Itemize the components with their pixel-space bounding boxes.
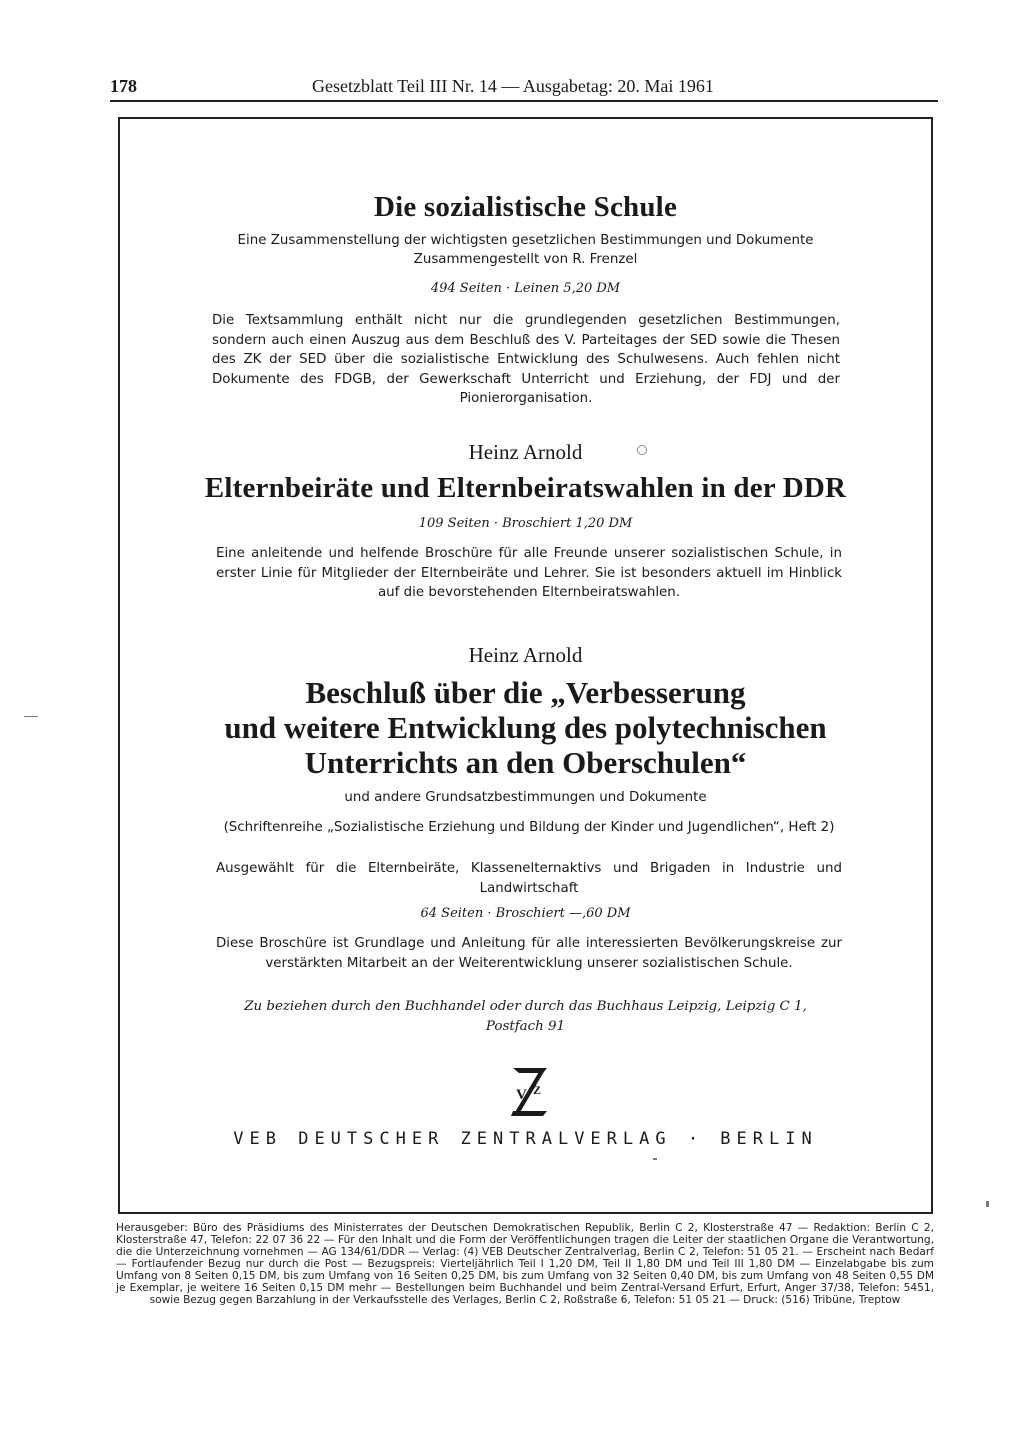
publisher-name: VEB DEUTSCHER ZENTRALVERLAG · BERLIN xyxy=(233,1129,818,1149)
book3-selection: Ausgewählt für die Elternbeiräte, Klassenelternaktivs und Brigaden in Industrie und Landwirtschaft xyxy=(216,861,842,896)
book2-price: 109 Seiten · Broschiert 1,20 DM xyxy=(418,516,633,531)
book2-author: Heinz Arnold xyxy=(468,440,583,464)
imprint-text: Herausgeber: Büro des Präsidiums des Ministerrates der Deutschen Demokratischen Republik, Berlin C 2, Klosterstraße 47 — Redaktion: Berlin C 2, Klosterstraße 47, Telefon: 22 07 36 22 — Für den Inhalt und die Form der Veröffentlichungen tragen die Leiter der staatlichen Organe die Verantwortung, die die Unterzeichnung vornehmen — AG 134/61/DDR — Verlag: (4) VEB Deutscher Zentralverlag, Berlin C 2, Telefon: 51 05 21. — Erscheint nach Bedarf — Fortlaufender Bezug nur durch die Post — Bezugspreis: Vierteljährlich Teil I 1,20 DM, Teil II 1,80 DM und Teil III 1,80 DM — Einzelabgabe bis zum Umfang von 8 Seiten 0,15 DM, bis zum Umfang von 16 Seiten 0,25 DM, bis zum Umfang von 32 Seiten 0,40 DM, bis zum Umfang von 48 Seiten 0,55 DM je Exemplar, je weitere 16 Seiten 0,15 DM mehr — Bestellungen beim Buchhandel und beim Zentral-Versand Erfurt, Erfurt, Anger 37/38, Telefon: 5451, sowie Bezug gegen Barzahlung in der Verkaufsstelle des Verlages, Berlin C 2, Roßstraße 6, Telefon: 51 05 21 — Druck: (516) Tribüne, Treptow xyxy=(116,1222,934,1306)
order-note-line2: Postfach 91 xyxy=(485,1019,566,1034)
svg-text:Z: Z xyxy=(533,1083,542,1097)
book3-price: 64 Seiten · Broschiert —,60 DM xyxy=(420,906,631,921)
svg-text:V: V xyxy=(516,1087,527,1103)
book3-title-line2: und weitere Entwicklung des polytechnischen xyxy=(224,710,827,745)
book1-title: Die sozialistische Schule xyxy=(373,191,678,223)
book2-description: Eine anleitende und helfende Broschüre für alle Freunde unserer sozialistischen Schule, in erster Linie für Mitglieder der Elternbeiräte und Lehrer. Sie ist besonders aktuell im Hinblick auf die bevorstehenden Elternbeiratswahlen. xyxy=(216,546,842,600)
book3-title-line3: Unterrichts an den Oberschulen“ xyxy=(304,745,747,780)
scan-speck xyxy=(24,716,38,717)
book3-series: (Schriftenreihe „Sozialistische Erziehung und Bildung der Kinder und Jugendlichen“, Heft 2) xyxy=(223,820,835,835)
book3-subtitle: und andere Grundsatzbestimmungen und Dokumente xyxy=(344,790,707,805)
book3-title-line1: Beschluß über die „Verbesserung xyxy=(305,675,746,710)
book1-price: 494 Seiten · Leinen 5,20 DM xyxy=(430,281,621,296)
order-note-line1: Zu beziehen durch den Buchhandel oder durch das Buchhaus Leipzig, Leipzig C 1, xyxy=(244,999,807,1014)
page-number: 178 xyxy=(110,76,137,96)
book3-description: Diese Broschüre ist Grundlage und Anleitung für alle interessierten Bevölkerungskreise zur verstärkten Mitarbeit an der Weiterentwicklung unserer sozialistischen Schule. xyxy=(216,936,842,971)
book2-title: Elternbeiräte und Elternbeiratswahlen in der DDR xyxy=(204,472,847,504)
book3-author: Heinz Arnold xyxy=(468,643,583,667)
scan-speck xyxy=(653,1158,657,1160)
imprint xyxy=(116,1222,934,1306)
header-title: Gesetzblatt Teil III Nr. 14 — Ausgabetag: 20. Mai 1961 xyxy=(312,76,714,96)
book1-subtitle-line1: Eine Zusammenstellung der wichtigsten gesetzlichen Bestimmungen und Dokumente xyxy=(237,233,814,248)
speck-icon xyxy=(637,445,647,455)
scan-speck xyxy=(986,1201,989,1207)
publisher-logo-icon xyxy=(505,1064,555,1120)
advertisement-frame xyxy=(118,117,933,1214)
running-header xyxy=(110,76,938,98)
book1-description: Die Textsammlung enthält nicht nur die grundlegenden gesetzlichen Bestimmungen, sondern auch einen Auszug aus dem Beschluß des V. Parteitages der SED sowie die Thesen des ZK der SED über die sozialistische Entwicklung des Schulwesens. Auch fehlen nicht Dokumente des FDGB, der Gewerkschaft Unterricht und Erziehung, der FDJ und der Pionierorganisation. xyxy=(212,313,840,406)
book1-subtitle-line2: Zusammengestellt von R. Frenzel xyxy=(413,252,638,267)
header-rule xyxy=(110,100,938,102)
